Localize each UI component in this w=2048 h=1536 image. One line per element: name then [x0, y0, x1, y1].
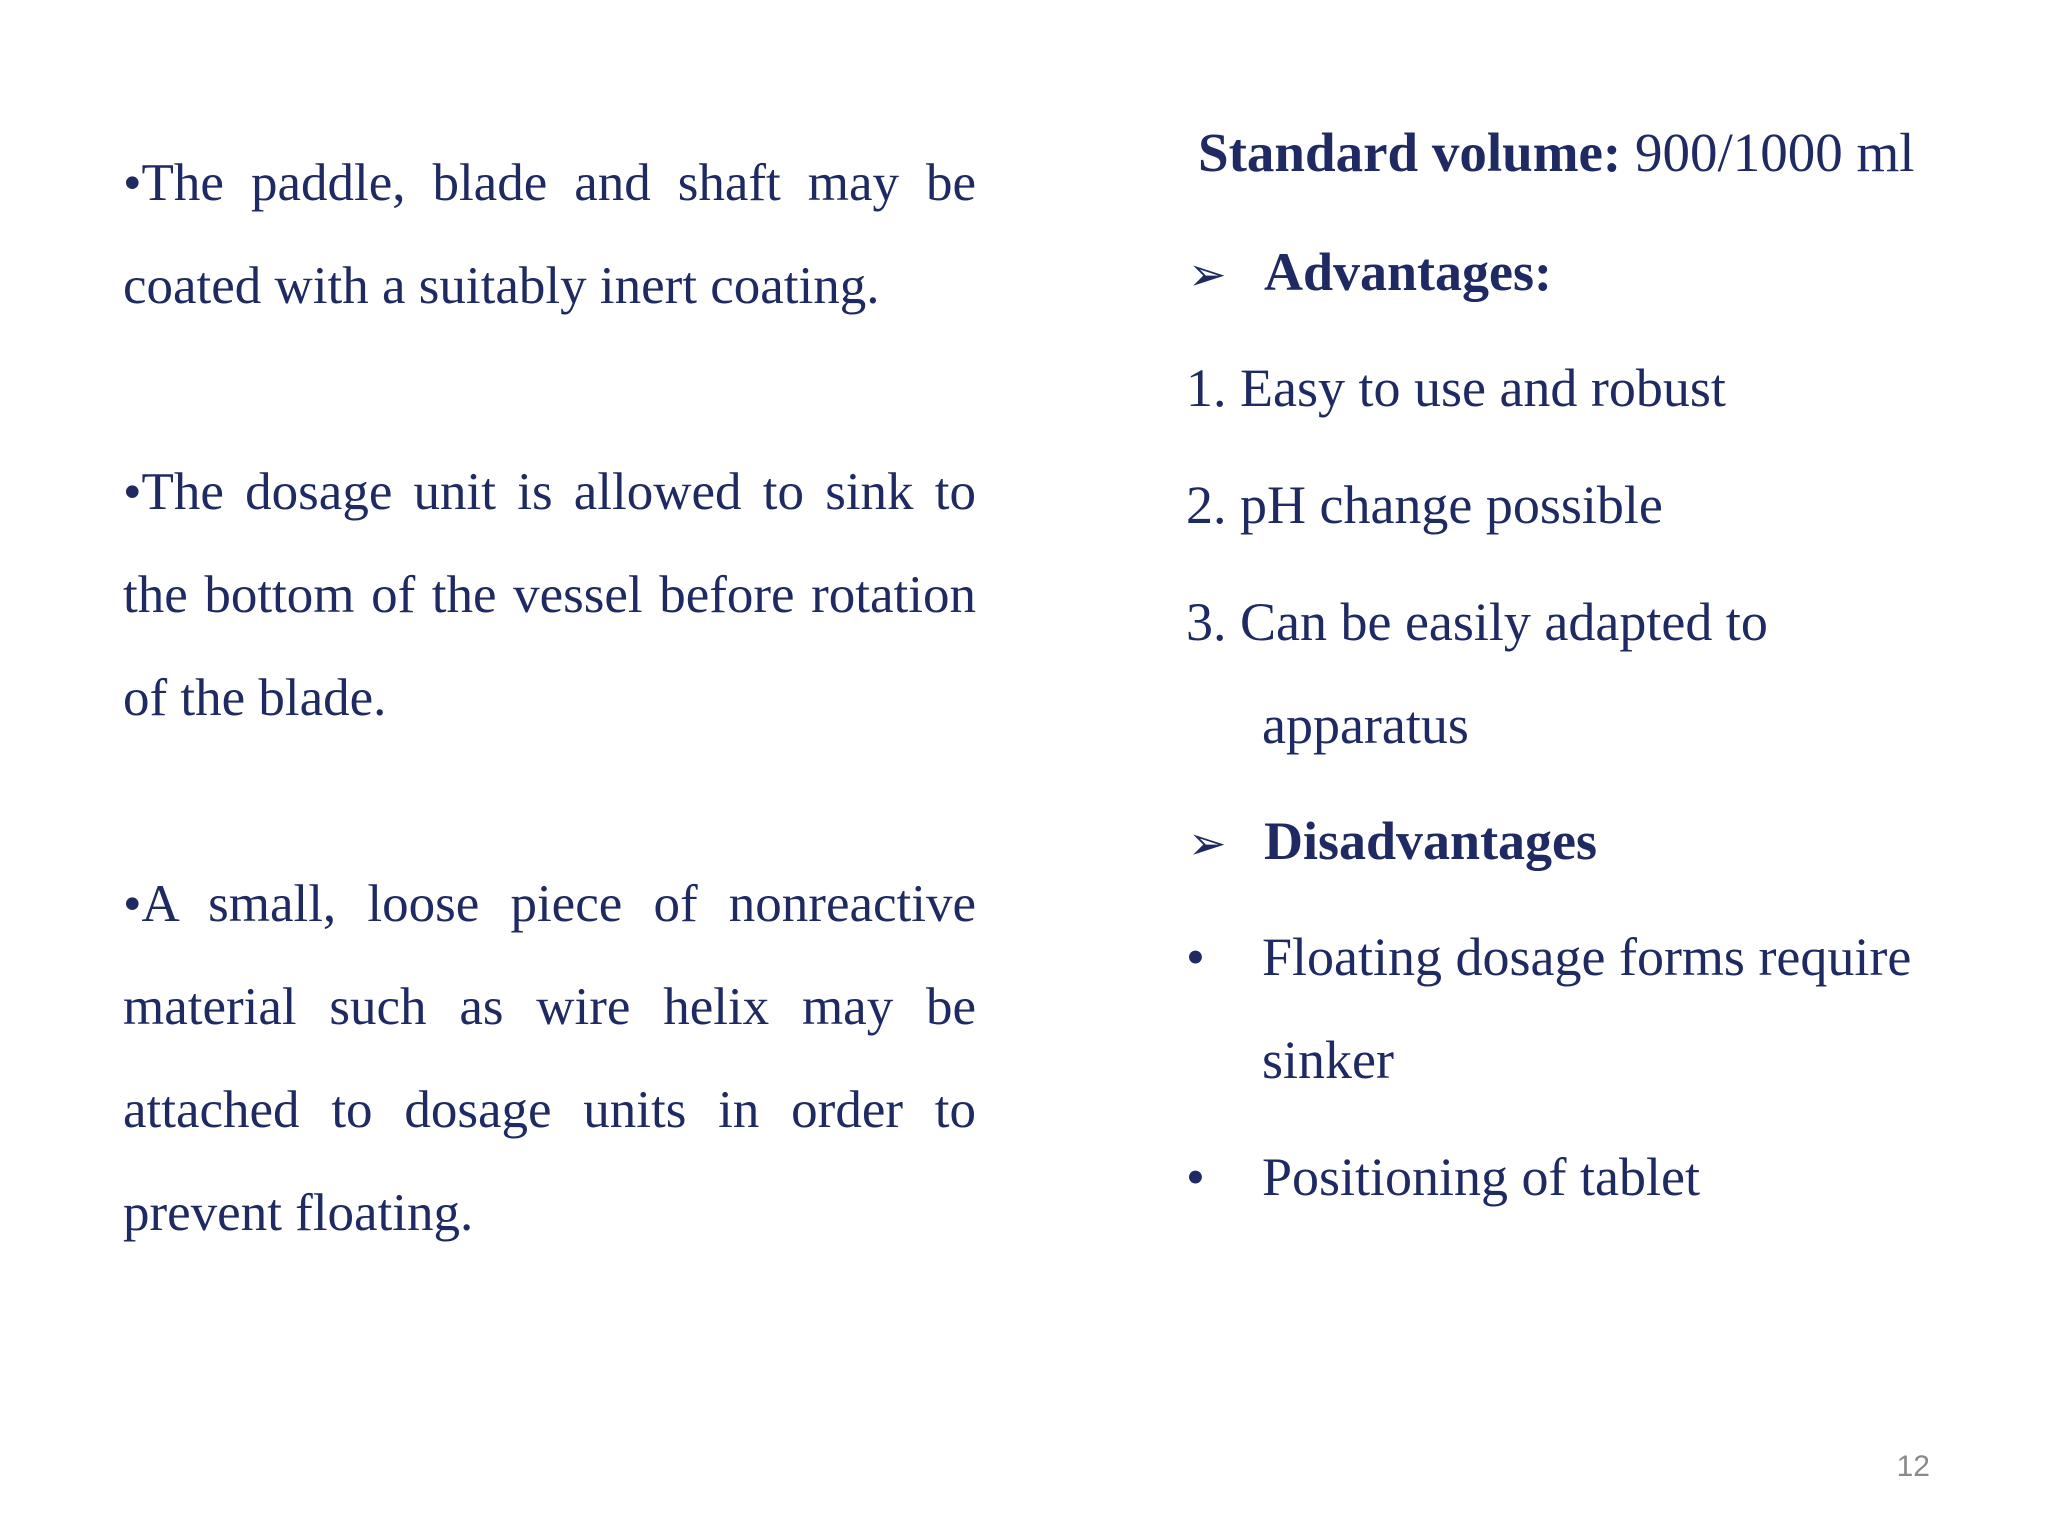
page-number: 12: [1896, 1450, 1930, 1483]
disadvantage-item-1: [1186, 922, 1911, 992]
arrow-bullet-icon: ➢: [1188, 249, 1227, 300]
standard-volume-line: [1198, 118, 1915, 188]
advantage-item-1: 1. Easy to use and robust: [1186, 358, 1726, 418]
disadvantage-item-2-text: Positioning of tablet: [1262, 1147, 1700, 1207]
disadvantage-item-1-text: Floating dosage forms require: [1262, 927, 1912, 987]
disadvantage-item-1-continuation: sinker: [1262, 1030, 1394, 1090]
advantages-heading-row: [1188, 237, 1552, 310]
paragraph-dosage-sink: •The dosage unit is allowed to sink to the bottom of the vessel before rotation of the blade.: [123, 463, 976, 727]
standard-volume-label: Standard volume:: [1198, 122, 1622, 183]
bullet-icon: •: [1186, 1147, 1205, 1207]
advantage-item-3: 3. Can be easily adapted to: [1186, 592, 1768, 652]
disadvantages-heading: Disadvantages: [1264, 811, 1598, 871]
bullet-icon: •: [1186, 927, 1205, 987]
paragraph-wire-helix: •A small, loose piece of nonreactive material such as wire helix may be attached to dosage units in order to prevent floating.: [123, 875, 976, 1242]
advantage-item-2: 2. pH change possible: [1186, 475, 1663, 535]
paragraph-paddle-coating: •The paddle, blade and shaft may be coated with a suitably inert coating.: [123, 154, 976, 315]
disadvantages-heading-row: [1188, 806, 1597, 879]
advantage-item-3-continuation: apparatus: [1262, 695, 1469, 755]
standard-volume-value: 900/1000 ml: [1621, 122, 1915, 183]
advantages-heading: Advantages:: [1264, 242, 1553, 302]
disadvantage-item-2: [1186, 1142, 1700, 1212]
arrow-bullet-icon: ➢: [1188, 818, 1227, 869]
